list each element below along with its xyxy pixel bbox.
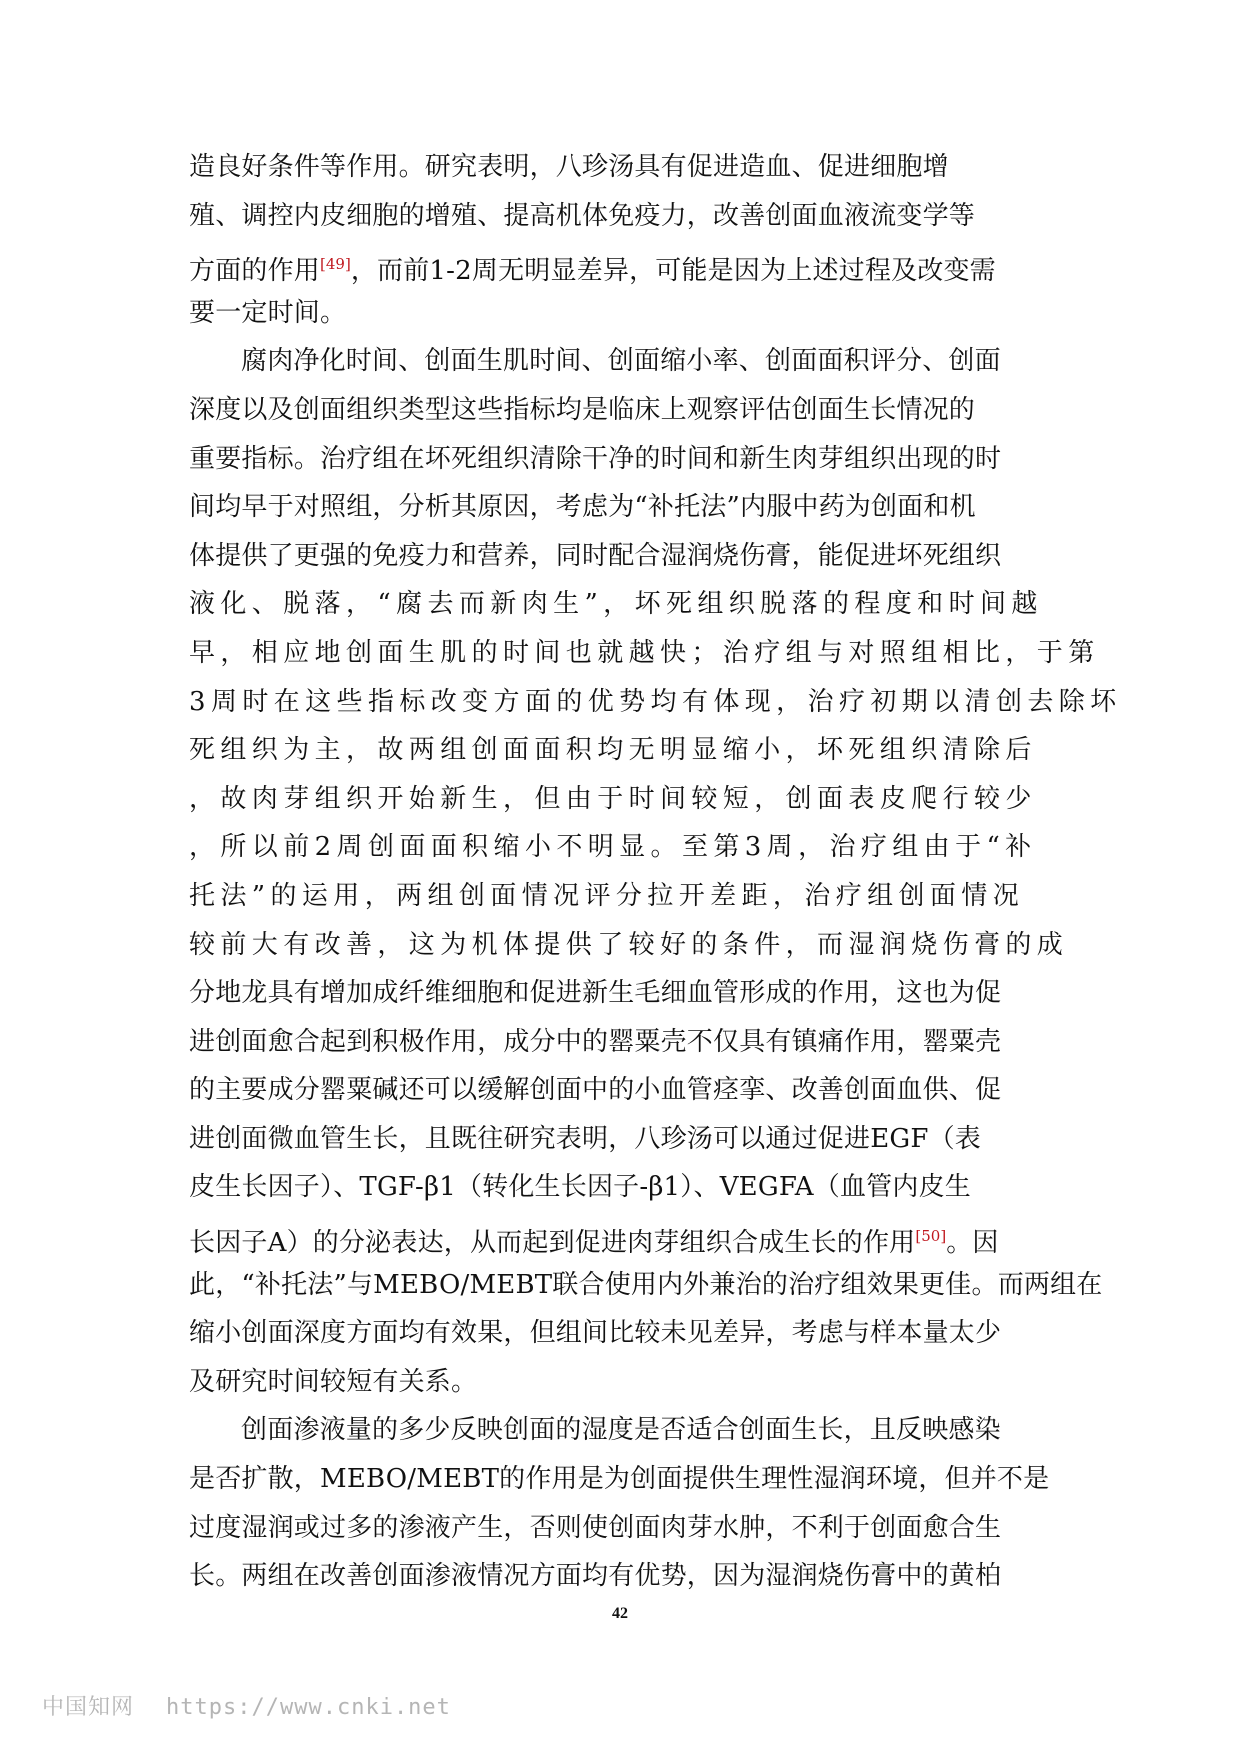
paragraph-2-line-11: ，所以前2周创面面积缩小不明显。至第3周，治疗组由于“补 xyxy=(189,832,1037,863)
paragraph-2-line-1: 腐肉净化时间、创面生肌时间、创面缩小率、创面面积评分、创面 xyxy=(241,346,1001,377)
paragraph-2-line-4: 间均早于对照组，分析其原因，考虑为“补托法”内服中药为创面和机 xyxy=(189,492,976,523)
paragraph-2-line-10: ，故肉芽组织开始新生，但由于时间较短，创面表皮爬行较少 xyxy=(189,783,1037,814)
body-text xyxy=(189,143,1122,1601)
paragraph-2-line-9: 死组织为主，故两组创面面积均无明显缩小，坏死组织清除后 xyxy=(189,735,1037,766)
text-segment: 方面的作用 xyxy=(189,256,321,287)
watermark-site-name: 中国知网 xyxy=(42,1695,135,1720)
cnki-watermark xyxy=(42,1690,451,1721)
text-segment: 。因 xyxy=(946,1228,999,1259)
paragraph-2-line-7: 早，相应地创面生肌的时间也就越快；治疗组与对照组相比，于第 xyxy=(189,637,1100,668)
paragraph-2-line-6: 液化、脱落，“腐去而新肉生”，坏死组织脱落的程度和时间越 xyxy=(189,589,1043,620)
paragraph-2-line-18: 皮生长因子）、TGF-β1（转化生长因子-β1）、VEGFA（血管内皮生 xyxy=(189,1172,971,1203)
paragraph-2-line-8: 3周时在这些指标改变方面的优势均有体现，治疗初期以清创去除坏 xyxy=(189,686,1122,717)
paragraph-2-line-15: 进创面愈合起到积极作用，成分中的罂粟壳不仅具有镇痛作用，罂粟壳 xyxy=(189,1026,1002,1057)
paragraph-1-line-4: 要一定时间。 xyxy=(189,297,347,328)
paragraph-3-line-1: 创面渗液量的多少反映创面的湿度是否适合创面生长，且反映感染 xyxy=(241,1415,1001,1446)
watermark-url[interactable]: https://www.cnki.net xyxy=(166,1695,451,1720)
paragraph-1-line-1: 造良好条件等作用。研究表明，八珍汤具有促进造血、促进细胞增 xyxy=(189,152,949,182)
paragraph-2-line-2: 深度以及创面组织类型这些指标均是临床上观察评估创面生长情况的 xyxy=(189,394,976,425)
paragraph-2-line-14: 分地龙具有增加成纤维细胞和促进新生毛细血管形成的作用，这也为促 xyxy=(189,978,1002,1009)
paragraph-2-line-3: 重要指标。治疗组在坏死组织清除干净的时间和新生肉芽组织出现的时 xyxy=(189,443,1002,474)
paragraph-2-line-21: 缩小创面深度方面均有效果，但组间比较未见差异，考虑与样本量太少 xyxy=(189,1318,1002,1349)
citation-49[interactable]: [49] xyxy=(320,255,351,274)
paragraph-2-line-17: 进创面微血管生长，且既往研究表明，八珍汤可以通过促进EGF（表 xyxy=(189,1123,981,1154)
text-segment: 长因子A）的分泌表达，从而起到促进肉芽组织合成生长的作用 xyxy=(189,1228,916,1259)
paragraph-3-line-4: 长。两组在改善创面渗液情况方面均有优势，因为湿润烧伤膏中的黄柏 xyxy=(189,1561,1002,1592)
text-segment: 殖、调控内皮细胞的增殖、提高机体免疫力，改善创面血液流变学等 xyxy=(189,200,976,231)
paragraph-2-line-22: 及研究时间较短有关系。 xyxy=(189,1366,478,1397)
page-number: 42 xyxy=(612,1605,628,1622)
paragraph-1-line-2 xyxy=(189,192,1049,241)
paragraph-2-line-12: 托法”的运用，两组创面情况评分拉开差距，治疗组创面情况 xyxy=(189,880,1025,911)
paragraph-2-line-19 xyxy=(189,1212,1049,1261)
paragraph-3-line-2: 是否扩散，MEBO/MEBT的作用是为创面提供生理性湿润环境，但并不是 xyxy=(189,1464,1050,1495)
paragraph-3-line-3: 过度湿润或过多的渗液产生，否则使创面肉芽水肿，不利于创面愈合生 xyxy=(189,1512,1002,1543)
text-segment: ，而前1-2周无明显差异，可能是因为上述过程及改变需 xyxy=(350,256,996,287)
paragraph-2-line-13: 较前大有改善，这为机体提供了较好的条件，而湿润烧伤膏的成 xyxy=(189,929,1069,960)
citation-50[interactable]: [50] xyxy=(915,1227,947,1246)
paragraph-2-line-5: 体提供了更强的免疫力和营养，同时配合湿润烧伤膏，能促进坏死组织 xyxy=(189,540,1002,571)
paragraph-1-line-3 xyxy=(189,240,1049,289)
paragraph-2-line-20: 此，“补托法”与MEBO/MEBT联合使用内外兼治的治疗组效果更佳。而两组在 xyxy=(189,1269,1103,1300)
paragraph-2-line-16: 的主要成分罂粟碱还可以缓解创面中的小血管痉挛、改善创面血供、促 xyxy=(189,1075,1002,1106)
